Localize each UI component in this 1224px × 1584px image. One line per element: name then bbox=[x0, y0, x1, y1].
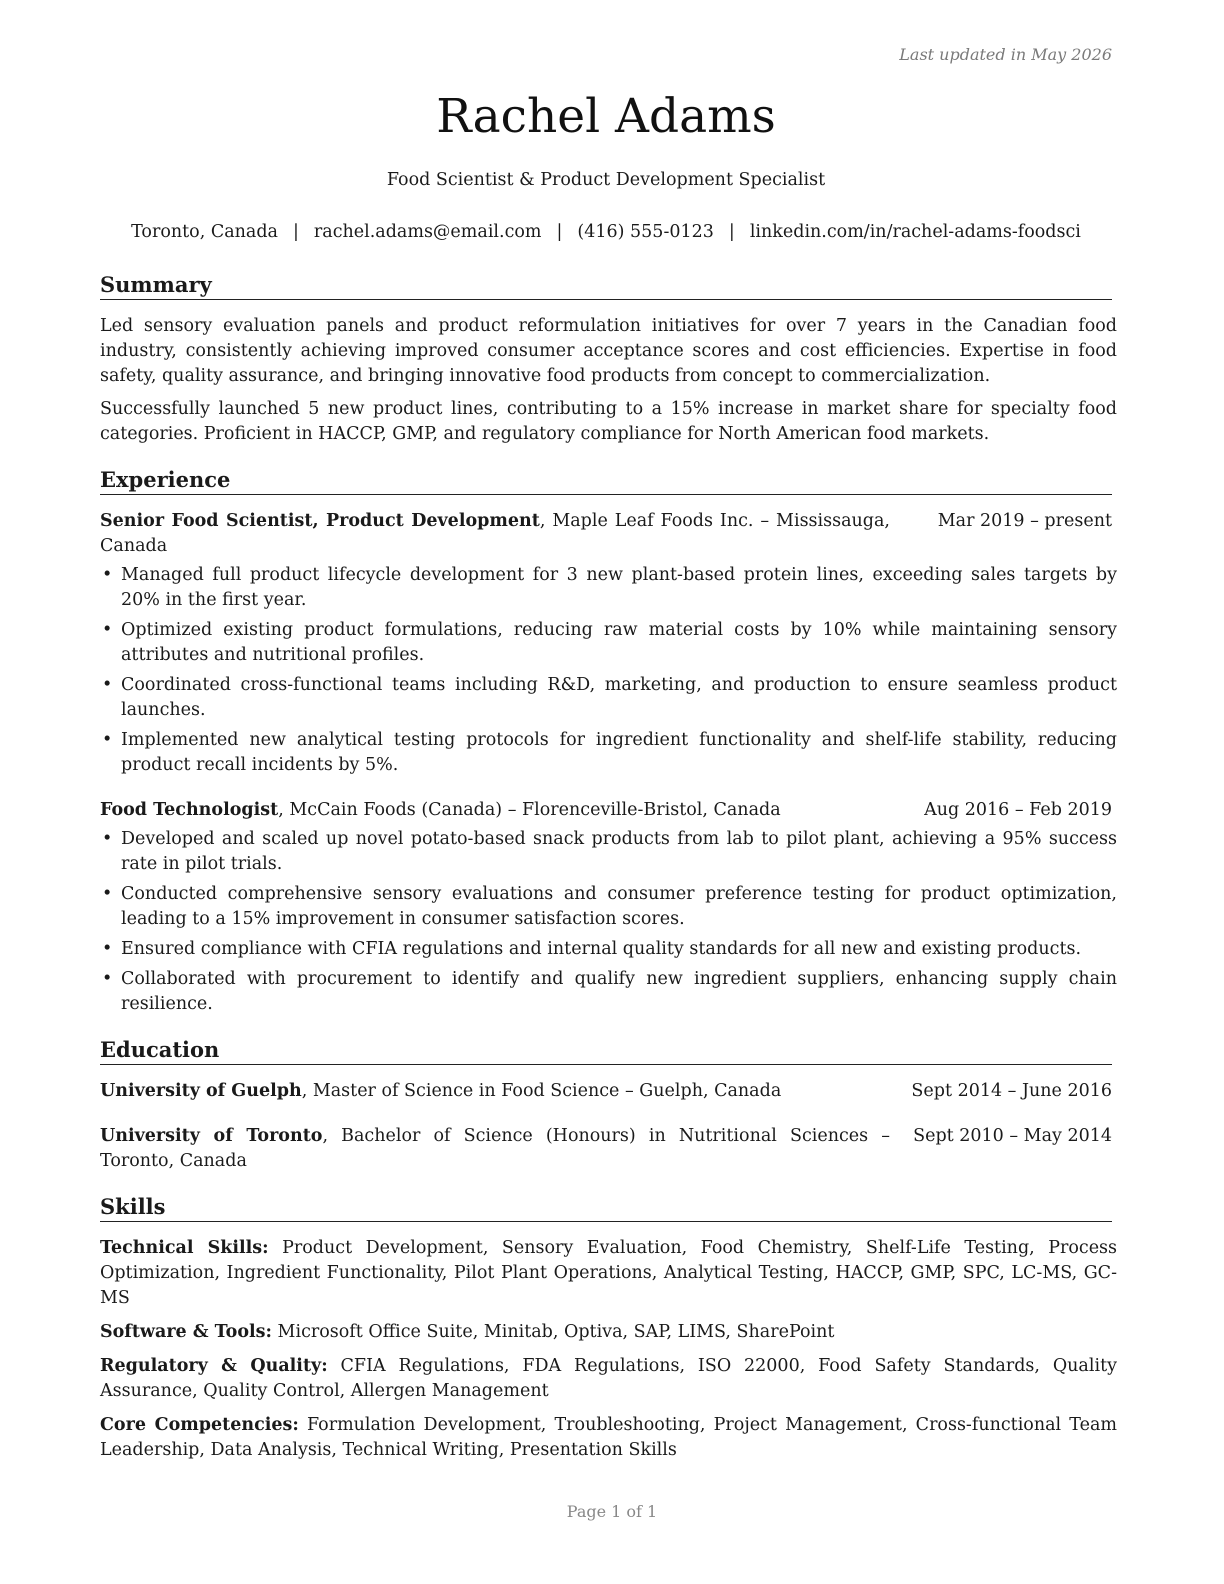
school-name: University of Toronto bbox=[100, 1126, 323, 1146]
summary-paragraph: Led sensory evaluation panels and product reformulation initiatives for over 7 years in the Canadian food industry, consistently achieving improved consumer acceptance scores and cost efficiencies. Expertise in food safety, quality assurance, and bringing innovative food products from concept to commercialization. bbox=[100, 316, 1117, 386]
experience-entry bbox=[100, 798, 1117, 1017]
list-item: • Coordinated cross-functional teams including R&D, marketing, and production to ensure seamless product launches. bbox=[100, 673, 1117, 723]
education-header bbox=[100, 1079, 1112, 1104]
education-dates: Sept 2014 – June 2016 bbox=[911, 1081, 1112, 1101]
education-entry bbox=[100, 1124, 1112, 1174]
contact-phone[interactable]: (416) 555-0123 bbox=[577, 222, 714, 242]
skill-label: Software & Tools: bbox=[100, 1322, 272, 1342]
skill-group bbox=[100, 1236, 1117, 1311]
job-org: , McCain Foods (Canada) – Florenceville-Bristol, Canada bbox=[278, 800, 781, 820]
list-item: • Conducted comprehensive sensory evaluations and consumer preference testing for product optimization, leading to a 15% improvement in consumer satisfaction scores. bbox=[100, 882, 1117, 932]
contact-separator: | bbox=[556, 222, 563, 242]
skill-group bbox=[100, 1320, 1117, 1345]
resume-page bbox=[100, 40, 1118, 1472]
skill-text: Product Development, Sensory Evaluation, Food Chemistry, Shelf-Life Testing, Process Optimization, Ingredient Functionality, Pilot Plant Operations, Analytical Testing, HACCP, GMP, SPC, LC-MS, GC-MS bbox=[100, 1238, 1118, 1308]
page-number: Page 1 of 1 bbox=[566, 1502, 658, 1521]
education-heading bbox=[100, 1079, 890, 1104]
contact-line bbox=[100, 220, 1112, 244]
list-item: • Developed and scaled up novel potato-based snack products from lab to pilot plant, achieving a 95% success rate in pilot trials. bbox=[100, 827, 1117, 877]
education-dates: Sept 2010 – May 2014 bbox=[913, 1126, 1112, 1146]
contact-linkedin[interactable]: linkedin.com/in/rachel-adams-foodsci bbox=[749, 222, 1081, 242]
job-dates: Aug 2016 – Feb 2019 bbox=[924, 800, 1112, 820]
education-header bbox=[100, 1124, 1112, 1174]
section-title-experience: Experience bbox=[100, 467, 1112, 495]
skill-label: Regulatory & Quality: bbox=[100, 1356, 328, 1376]
summary-paragraph: Successfully launched 5 new product lines, contributing to a 15% increase in market share for specialty food categories. Proficient in HACCP, GMP, and regulatory compliance for North American food markets. bbox=[100, 399, 1117, 444]
job-dates: Mar 2019 – present bbox=[937, 511, 1112, 531]
skill-label: Technical Skills: bbox=[100, 1238, 269, 1258]
degree-detail: , Master of Science in Food Science – Guelph, Canada bbox=[301, 1081, 782, 1101]
degree-detail: , Bachelor of Science (Honours) in Nutritional Sciences – Toronto, Canada bbox=[100, 1126, 890, 1171]
skill-label: Core Competencies: bbox=[100, 1415, 299, 1435]
candidate-tagline: Food Scientist & Product Development Specialist bbox=[386, 170, 826, 190]
experience-entry bbox=[100, 509, 1117, 778]
experience-header bbox=[100, 509, 1112, 559]
section-title-skills: Skills bbox=[100, 1194, 1112, 1222]
list-item: • Implemented new analytical testing protocols for ingredient functionality and shelf-life stability, reducing product recall incidents by 5%. bbox=[100, 728, 1117, 778]
job-role: Senior Food Scientist, Product Development bbox=[100, 511, 540, 531]
section-title-education: Education bbox=[100, 1037, 1112, 1065]
list-item: • Optimized existing product formulations, reducing raw material costs by 10% while maintaining sensory attributes and nutritional profiles. bbox=[100, 618, 1117, 668]
list-item: • Managed full product lifecycle development for 3 new plant-based protein lines, exceeding sales targets by 20% in the first year. bbox=[100, 563, 1117, 613]
experience-header bbox=[100, 798, 1112, 823]
contact-location: Toronto, Canada bbox=[131, 222, 278, 242]
contact-email[interactable]: rachel.adams@email.com bbox=[313, 222, 542, 242]
list-item: • Ensured compliance with CFIA regulations and internal quality standards for all new and existing products. bbox=[100, 937, 1117, 962]
section-title-summary: Summary bbox=[100, 272, 1112, 300]
school-name: University of Guelph bbox=[100, 1081, 302, 1101]
skill-text: Formulation Development, Troubleshooting, Project Management, Cross-functional Team Leadership, Data Analysis, Technical Writing, Presentation Skills bbox=[100, 1415, 1117, 1460]
job-bullets bbox=[100, 827, 1117, 1017]
skill-text: Microsoft Office Suite, Minitab, Optiva, SAP, LIMS, SharePoint bbox=[271, 1322, 835, 1342]
skill-text: CFIA Regulations, FDA Regulations, ISO 22000, Food Safety Standards, Quality Assurance, Quality Control, Allergen Management bbox=[100, 1356, 1117, 1401]
experience-heading bbox=[100, 509, 890, 559]
skill-group bbox=[100, 1413, 1117, 1463]
last-updated: Last updated in May 2026 bbox=[899, 45, 1112, 64]
skill-group bbox=[100, 1354, 1117, 1404]
job-org: , Maple Leaf Foods Inc. – Mississauga, Canada bbox=[100, 511, 890, 556]
experience-heading bbox=[100, 798, 890, 823]
contact-separator: | bbox=[728, 222, 735, 242]
candidate-name: Rachel Adams bbox=[436, 89, 776, 144]
list-item: • Collaborated with procurement to identify and qualify new ingredient suppliers, enhancing supply chain resilience. bbox=[100, 967, 1117, 1017]
job-bullets bbox=[100, 563, 1117, 778]
job-role: Food Technologist bbox=[100, 800, 279, 820]
education-heading bbox=[100, 1124, 890, 1174]
education-entry bbox=[100, 1079, 1112, 1104]
contact-separator: | bbox=[293, 222, 299, 242]
